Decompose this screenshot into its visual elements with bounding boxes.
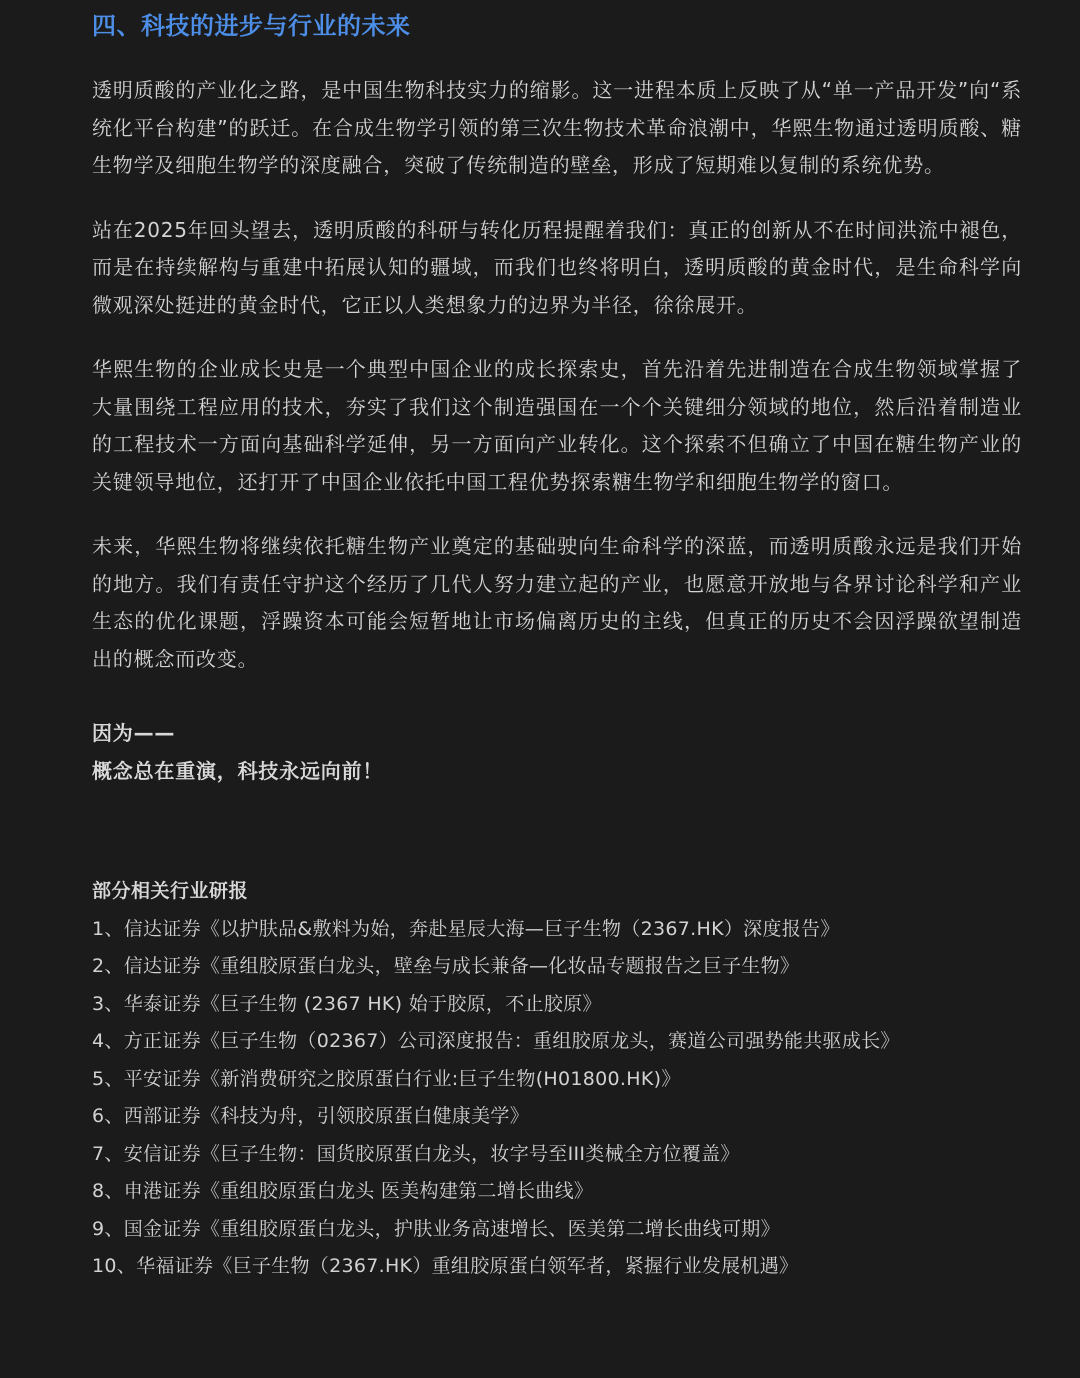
- reference-item: 1、信达证券《以护肤品&敷料为始，奔赴星辰大海—巨子生物（2367.HK）深度报告》: [92, 917, 840, 940]
- reference-item: 3、华泰证券《巨子生物 (2367 HK) 始于胶原，不止胶原》: [92, 992, 602, 1015]
- reference-item: 10、华福证券《巨子生物（2367.HK）重组胶原蛋白领军者，紧握行业发展机遇》: [92, 1255, 799, 1277]
- reference-item: 2、信达证券《重组胶原蛋白龙头，壁垒与成长兼备—化妆品专题报告之巨子生物》: [92, 955, 800, 977]
- reference-item: 8、申港证券《重组胶原蛋白龙头 医美构建第二增长曲线》: [92, 1180, 594, 1202]
- references-section: [92, 873, 1020, 1286]
- paragraph-3: 华熙生物的企业成长史是一个典型中国企业的成长探索史，首先沿着先进制造在合成生物领域掌握了大量围绕工程应用的技术，夯实了我们这个制造强国在一个个关键细分领域的地位，然后沿着制造业的工程技术一方面向基础科学延伸，另一方面向产业转化。这个探索不但确立了中国在糖生物产业的关键领导地位，还打开了中国企业依托中国工程优势探索糖生物学和细胞生物学的窗口。: [92, 357, 1022, 494]
- reference-item: 9、国金证券《重组胶原蛋白龙头，护肤业务高速增长、医美第二增长曲线可期》: [92, 1217, 780, 1240]
- reference-item: 6、西部证券《科技为舟，引领胶原蛋白健康美学》: [92, 1105, 529, 1127]
- paragraph-1: 透明质酸的产业化之路，是中国生物科技实力的缩影。这一进程本质上反映了从“单一产品开发”向“系统化平台构建”的跃迁。在合成生物学引领的第三次生物技术革命浪潮中，华熙生物通过透明质酸、糖生物学及细胞生物学的深度融合，突破了传统制造的壁垒，形成了短期难以复制的系统优势。: [92, 78, 1022, 177]
- reference-item: 5、平安证券《新消费研究之胶原蛋白行业:巨子生物(H01800.HK)》: [92, 1067, 681, 1090]
- closing-line-1: 因为——: [92, 721, 176, 745]
- closing-statement: [92, 715, 1020, 790]
- reference-item: 7、安信证券《巨子生物：国货胶原蛋白龙头，妆字号至III类械全方位覆盖》: [92, 1142, 740, 1165]
- section-title: 四、科技的进步与行业的未来: [92, 12, 411, 40]
- references-list: [92, 911, 1020, 1286]
- paragraph-4: 未来，华熙生物将继续依托糖生物产业奠定的基础驶向生命科学的深蓝，而透明质酸永远是我们开始的地方。我们有责任守护这个经历了几代人努力建立起的产业，也愿意开放地与各界讨论科学和产业生态的优化课题，浮躁资本可能会短暂地让市场偏离历史的主线，但真正的历史不会因浮躁欲望制造出的概念而改变。: [92, 534, 1022, 671]
- paragraph-2: 站在2025年回头望去，透明质酸的科研与转化历程提醒着我们：真正的创新从不在时间洪流中褪色，而是在持续解构与重建中拓展认知的疆域，而我们也终将明白，透明质酸的黄金时代，是生命科学向微观深处挺进的黄金时代，它正以人类想象力的边界为半径，徐徐展开。: [92, 217, 1022, 317]
- references-heading: 部分相关行业研报: [92, 880, 249, 902]
- reference-item: 4、方正证券《巨子生物（02367）公司深度报告：重组胶原龙头，赛道公司强势能共驱成长》: [92, 1030, 900, 1052]
- closing-line-2: 概念总在重演，科技永远向前！: [92, 758, 384, 783]
